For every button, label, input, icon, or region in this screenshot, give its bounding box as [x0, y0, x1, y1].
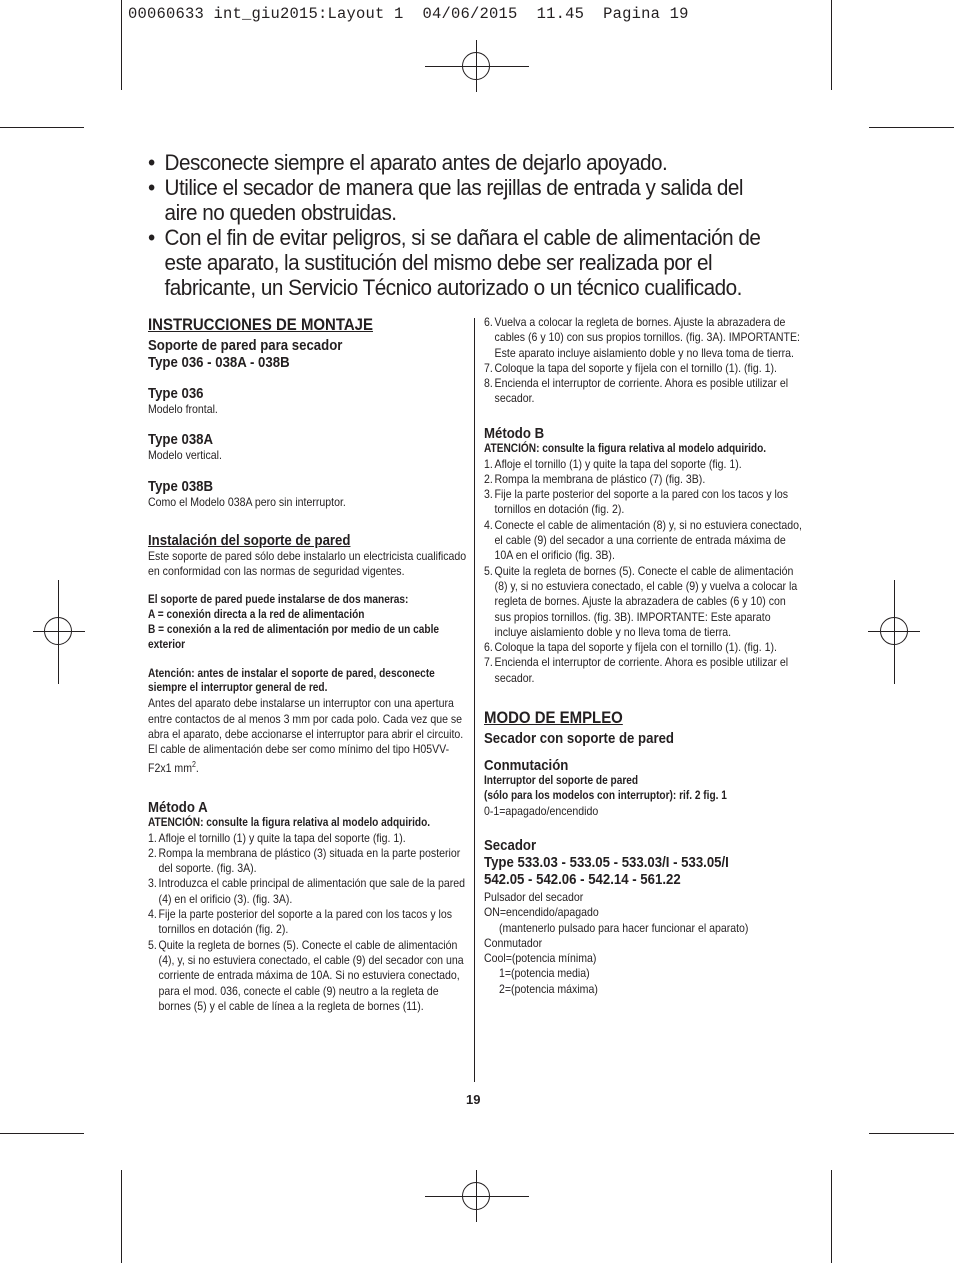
dryer-types: 542.05 - 542.06 - 542.14 - 561.22 [484, 870, 681, 888]
crop-mark [869, 1133, 954, 1134]
left-column [148, 315, 468, 1014]
power-setting: 1=(potencia media) [498, 966, 590, 981]
attention-body: Antes del aparato debe instalarse un interruptor con una apertura entre contactos de al menos 3 mm por cada polo. Cada vez que se abra el aparato, debe accionarse el interruptor para abrir el circuito. [148, 696, 464, 741]
list-item: 7. Encienda el interruptor de corriente. Ahora es posible utilizar el secador. [484, 655, 789, 685]
list-item: 4. Conecte el cable de alimentación (8) y, si no estuviera conectado, el cable (9) del secador a una corriente de entrada máxima de 10A en el orificio (fig. 3B). [484, 517, 802, 563]
crop-mark [121, 0, 122, 90]
type-description: Modelo vertical. [148, 448, 222, 463]
crop-mark [0, 127, 84, 128]
safety-bullets [148, 150, 828, 300]
switch-label: Conmutador [484, 935, 543, 950]
list-item: 6. Coloque la tapa del soporte y fíjela con el tornillo (1). (fig. 1). [484, 640, 777, 655]
switching-value: 0-1=apagado/encendido [484, 803, 599, 818]
registration-circle [462, 52, 490, 80]
type-description: Modelo frontal. [148, 402, 218, 416]
page-number: 19 [466, 1092, 481, 1107]
on-off-note: (mantenerlo pulsado para hacer funcionar el aparato) [498, 920, 749, 935]
type-heading: Type 036 [148, 385, 204, 402]
bullet-item: • Utilice el secador de manera que las rejillas de entrada y salida del aire no queden obstruidas. [148, 175, 774, 225]
list-item: 5. Quite la regleta de bornes (5). Conecte el cable de alimentación (8) y, si no estuviera conectado, el cable (9) y vuelva a colocar la regleta de bornes. Ajuste la abrazadera de cables (6 y 10) con sus propios tornillos. (fig. 3B). IMPORTANTE: Este aparato incluye aislamiento doble y no lleva toma de tierra. [484, 563, 798, 639]
type-heading: Type 038A [148, 431, 214, 449]
list-item: 5. Quite la regleta de bornes (5). Conecte el cable de alimentación (4), y, si no estuviera conectado, el cable (9) del secador con una corriente de entrada máxima de 10A. Si no estuviera conectado, para el mod. 036, conecte el cable (9) neutro a la regleta de bornes (5) y el cable de línea a la regleta de bornes (11). [148, 937, 464, 1013]
list-item: 8. Encienda el interruptor de corriente. Ahora es posible utilizar el secador. [484, 376, 789, 406]
type-description: Como el Modelo 038A pero sin interruptor. [148, 494, 346, 509]
subheading: Type 036 - 038A - 038B [148, 354, 290, 371]
on-off-text: ON=encendido/apagado [484, 905, 599, 920]
power-setting: 2=(potencia máxima) [498, 981, 598, 996]
list-item: 2. Rompa la membrana de plástico (7) (fig. 3B). [484, 471, 706, 486]
usage-subheading: Secador con soporte de pared [484, 730, 674, 748]
power-setting: Cool=(potencia mínima) [484, 951, 597, 966]
crop-mark [121, 1170, 122, 1263]
install-heading: Instalación del soporte de pared [148, 531, 351, 549]
switching-text: (sólo para los modelos con interruptor): rif. 2 fig. 1 [484, 789, 727, 802]
slug-line: 00060633 int_giu2015:Layout 1 04/06/2015 11.45 Pagina 19 [128, 5, 689, 23]
list-item: 3. Introduzca el cable principal de alimentación que sale de la pared (4) en el orificio (3). (fig. 3A). [148, 876, 466, 906]
section-heading: INSTRUCCIONES DE MONTAJE [148, 315, 373, 334]
registration-circle [880, 617, 908, 645]
crop-mark [0, 1133, 84, 1134]
bullet-item: • Con el fin de evitar peligros, si se dañara el cable de alimentación de este aparato, la sustitución del mismo debe ser realizada por el fabricante, un Servicio Técnico autorizado o un técnico cualificado. [148, 225, 774, 300]
crop-mark [831, 0, 832, 90]
right-column [484, 315, 804, 997]
list-item: 2. Rompa la membrana de plástico (3) situada en la parte posterior del soporte. (fig. 3A). [148, 845, 461, 876]
ways-text: A = conexión directa a la red de alimentación [148, 609, 365, 622]
crop-mark [869, 127, 954, 128]
list-item: 7. Coloque la tapa del soporte y fíjela con el tornillo (1). (fig. 1). [484, 360, 777, 375]
dryer-types: Type 533.03 - 533.05 - 533.03/I - 533.05/I [484, 853, 729, 871]
ways-text: El soporte de pared puede instalarse de dos maneras: [148, 594, 409, 607]
method-a-steps [148, 831, 466, 1015]
install-text: Este soporte de pared sólo debe instalarlo un electricista cualificado en conformidad con las normas de seguridad vigentes. [148, 548, 467, 579]
list-item: 4. Fije la parte posterior del soporte a la pared con los tacos y los tornillos en dotación (fig. 2). [148, 907, 453, 937]
list-item: 1. Afloje el tornillo (1) y quite la tapa del soporte (fig. 1). [484, 456, 742, 471]
subheading: Soporte de pared para secador [148, 337, 343, 354]
usage-heading: MODO DE EMPLEO [484, 708, 623, 728]
method-a-attention: ATENCIÓN: consulte la figura relativa al modelo adquirido. [148, 816, 431, 829]
attention-text: Atención: antes de instalar el soporte de pared, desconecte siempre el interruptor general de red. [148, 667, 435, 695]
ways-text: B = conexión a la red de alimentación por medio de un cable exterior [148, 624, 440, 651]
switching-text: Interruptor del soporte de pared [484, 775, 639, 788]
list-item: 3. Fije la parte posterior del soporte a la pared con los tacos y los tornillos en dotación (fig. 2). [484, 487, 789, 517]
method-a-steps-continued [484, 315, 802, 407]
method-b-attention: ATENCIÓN: consulte la figura relativa al modelo adquirido. [484, 442, 767, 455]
crop-mark [831, 1170, 832, 1263]
registration-circle [462, 1182, 490, 1210]
cable-spec: El cable de alimentación debe ser como mínimo del tipo H05VV-F2x1 $mm^2$. [148, 742, 450, 776]
column-divider [474, 318, 475, 1082]
registration-circle [44, 617, 72, 645]
method-b-steps [484, 457, 802, 686]
bullet-item: • Desconecte siempre el aparato antes de dejarlo apoyado. [148, 150, 774, 175]
list-item: 1. Afloje el tornillo (1) y quite la tapa del soporte (fig. 1). [148, 830, 406, 845]
dryer-button-label: Pulsador del secador [484, 889, 584, 904]
dryer-heading: Secador [484, 836, 537, 854]
method-a-heading: Método A [148, 798, 208, 816]
type-heading: Type 038B [148, 477, 214, 495]
switching-heading: Conmutación [484, 757, 569, 775]
list-item: 6. Vuelva a colocar la regleta de bornes. Ajuste la abrazadera de cables (6 y 10) con sus propios tornillos. (fig. 3A). IMPORTANTE: Este aparato incluye aislamiento doble y no lleva toma de tierra. [484, 315, 800, 360]
method-b-heading: Método B [484, 424, 545, 442]
